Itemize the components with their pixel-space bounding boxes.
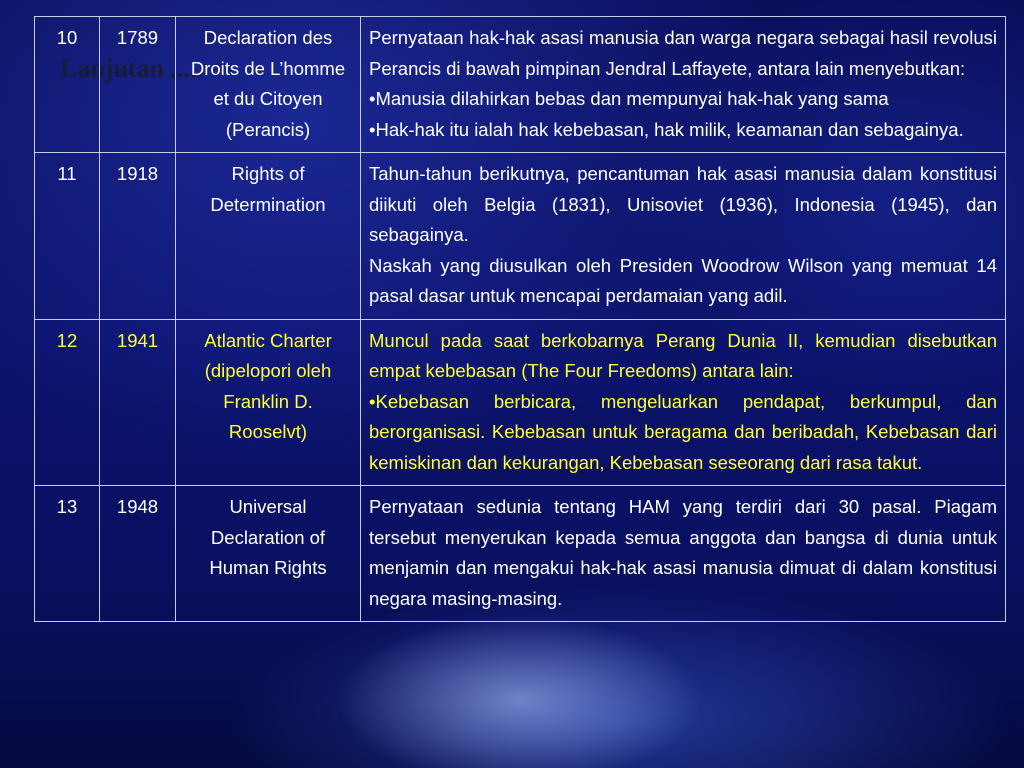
table-row [35,17,1006,153]
ham-history-table [34,16,1006,622]
row-number: 10 [35,17,100,153]
table-row [35,153,1006,320]
bullet-icon: • [369,118,376,140]
row-document-name: Atlantic Charter (dipelopori oleh Franklin D. Rooselvt) [176,319,361,486]
row-description [361,486,1006,622]
row-year: 1941 [100,319,176,486]
row-description [361,153,1006,320]
row-document-name: Declaration des Droits de L’homme et du Citoyen (Perancis) [176,17,361,153]
bullet-item [369,84,997,115]
description-intro: Muncul pada saat berkobarnya Perang Dunia II, kemudian disebutkan empat kebebasan (The Four Freedoms) antara lain: [369,329,997,381]
row-year: 1789 [100,17,176,153]
description-paragraph: Tahun-tahun berikutnya, pencantuman hak asasi manusia dalam konstitusi diikuti oleh Belgia (1831), Unisoviet (1936), Indonesia (1945), dan sebagainya. [369,163,997,245]
description-paragraph: Pernyataan sedunia tentang HAM yang terdiri dari 30 pasal. Piagam tersebut menyerukan kepada semua anggota dan bangsa di dunia untuk menjamin dan mengakui hak-hak asasi manusia dimuat di dalam konstitusi negara masing-masing. [369,496,997,609]
bullet-icon: • [369,88,376,109]
table-row [35,319,1006,486]
bullet-icon: • [369,390,376,412]
row-description [361,17,1006,153]
row-document-name: Rights of Determination [176,153,361,320]
description-paragraph: Naskah yang diusulkan oleh Presiden Woodrow Wilson yang memuat 14 pasal dasar untuk mencapai perdamaian yang adil. [369,254,997,306]
bullet-item [369,115,997,146]
bullet-text: Manusia dilahirkan bebas dan mempunyai hak-hak yang sama [375,88,889,109]
description-intro: Pernyataan hak-hak asasi manusia dan warga negara sebagai hasil revolusi Perancis di bawah pimpinan Jendral Laffayete, antara lain menyebutkan: [369,27,997,79]
row-year: 1918 [100,153,176,320]
row-number: 12 [35,319,100,486]
row-document-name: Universal Declaration of Human Rights [176,486,361,622]
row-number: 11 [35,153,100,320]
row-number: 13 [35,486,100,622]
bullet-item [369,387,997,479]
table-row [35,486,1006,622]
bullet-text: Kebebasan berbicara, mengeluarkan pendapat, berkumpul, dan berorganisasi. Kebebasan untuk beragama dan beribadah, Kebebasan dari kemiskinan dan kekurangan, Kebebasan seseorang dari rasa takut. [369,390,997,473]
slide-title: Lanjutan ..... [60,54,204,83]
bullet-text: Hak-hak itu ialah hak kebebasan, hak milik, keamanan dan sebagainya. [375,118,964,140]
row-description [361,319,1006,486]
row-year: 1948 [100,486,176,622]
